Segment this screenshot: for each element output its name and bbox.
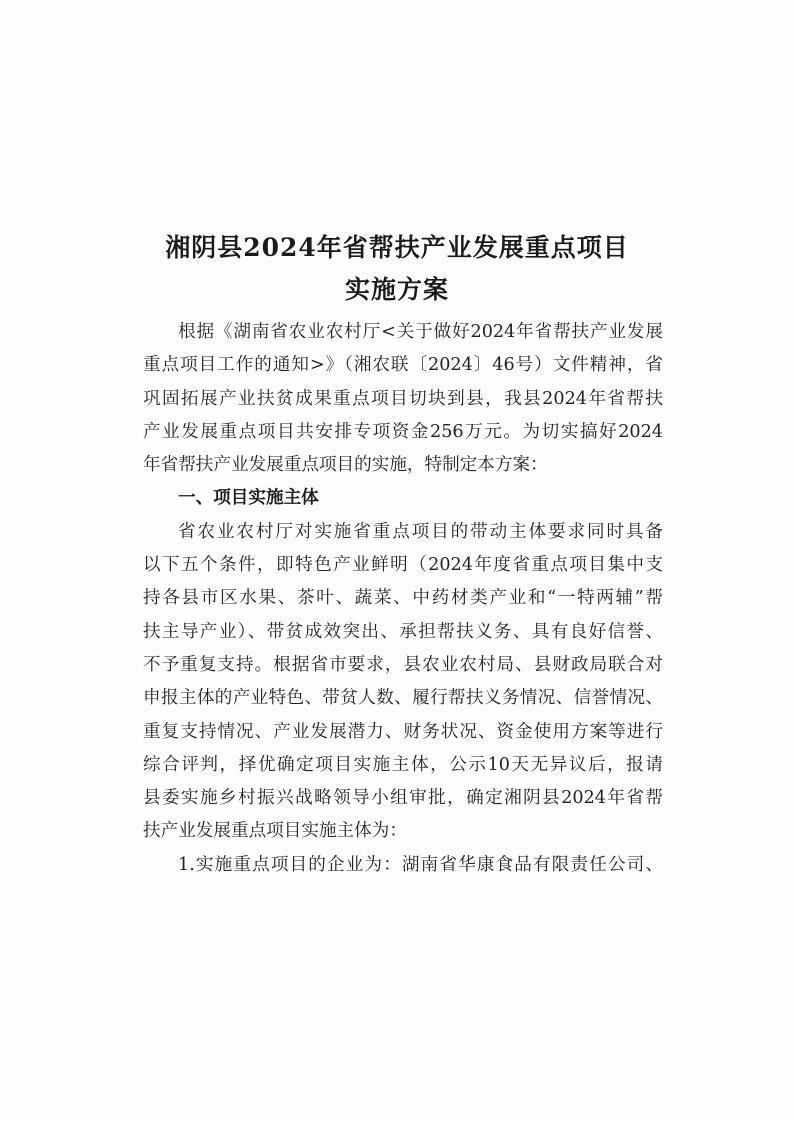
paragraph-1-line-3: 巩固拓展产业扶贫成果重点项目切块到县，我县2024年省帮扶 <box>143 388 663 409</box>
paragraph-2-line-6: 申报主体的产业特色、带贫人数、履行帮扶义务情况、信誉情况、 <box>143 688 663 709</box>
paragraph-1 <box>143 316 663 482</box>
paragraph-2-line-8: 综合评判，择优确定项目实施主体，公示10天无异议后，报请 <box>143 754 663 775</box>
paragraph-2-line-7: 重复支持情况、产业发展潜力、财务状况、资金使用方案等进行 <box>143 721 663 742</box>
paragraph-2-line-2: 以下五个条件，即特色产业鲜明（2024年度省重点项目集中支 <box>143 555 663 576</box>
paragraph-2-line-5: 不予重复支持。根据省市要求，县农业农村局、县财政局联合对 <box>143 654 663 675</box>
list-item-1: 1.实施重点项目的企业为：湖南省华康食品有限责任公司、 <box>178 854 663 875</box>
paragraph-1-line-1: 根据《湖南省农业农村厅<关于做好2024年省帮扶产业发展 <box>178 322 663 342</box>
paragraph-1-line-5: 年省帮扶产业发展重点项目的实施，特制定本方案： <box>143 455 548 476</box>
paragraph-2-line-3: 持各县市区水果、茶叶、蔬菜、中药材类产业和“一特两辅”帮 <box>143 588 663 609</box>
paragraph-1-line-4: 产业发展重点项目共安排专项资金256万元。为切实搞好2024 <box>143 421 663 442</box>
paragraph-2-line-10: 扶产业发展重点项目实施主体为： <box>143 821 407 842</box>
document-title-line-1: 湘阴县2024年省帮扶产业发展重点项目 <box>165 233 629 262</box>
section-1-heading: 一、项目实施主体 <box>178 488 319 509</box>
paragraph-2-line-1: 省农业农村厅对实施省重点项目的带动主体要求同时具备 <box>178 521 663 542</box>
paragraph-2 <box>143 516 663 849</box>
paragraph-2-line-9: 县委实施乡村振兴战略领导小组审批，确定湘阴县2024年省帮 <box>143 788 663 809</box>
document-body <box>143 316 663 882</box>
paragraph-1-line-2: 重点项目工作的通知>》（湘农联〔2024〕46号）文件精神，省 <box>143 355 663 376</box>
paragraph-2-line-4: 扶主导产业）、带贫成效突出、承担帮扶义务、具有良好信誉、 <box>143 621 663 642</box>
document-title-line-2: 实施方案 <box>344 275 449 304</box>
